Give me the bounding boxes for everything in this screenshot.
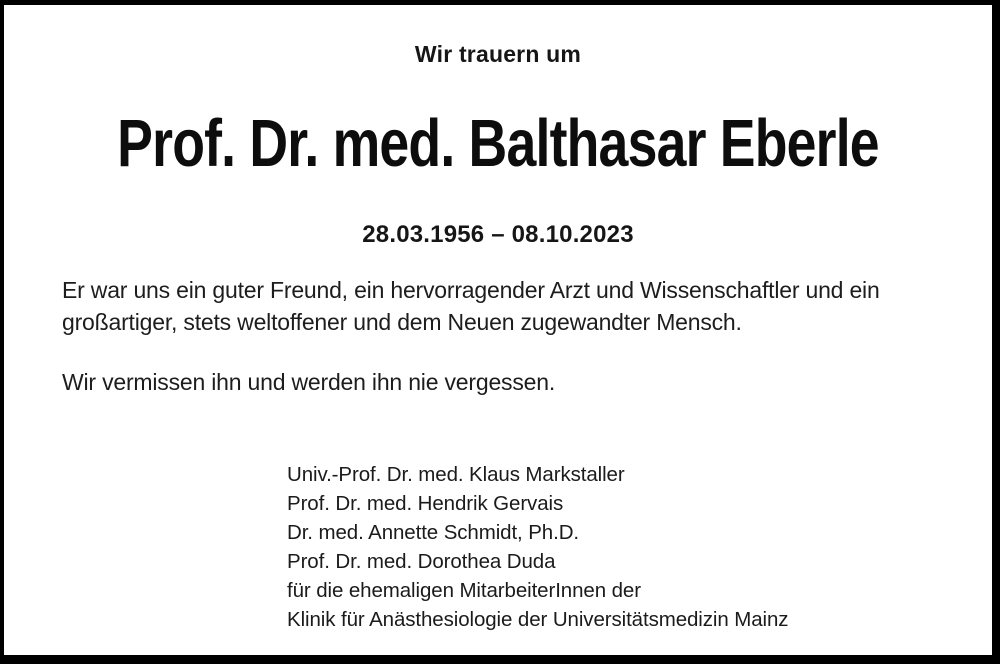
signatory-name: Univ.-Prof. Dr. med. Klaus Markstaller [287,463,625,486]
signatory-name: Prof. Dr. med. Dorothea Duda [287,550,556,573]
signature-closing-line: für die ehemaligen MitarbeiterInnen der [287,579,641,602]
signatory-name: Dr. med. Annette Schmidt, Ph.D. [287,521,580,544]
deceased-name-heading: Prof. Dr. med. Balthasar Eberle [117,106,879,181]
farewell-paragraph: Wir vermissen ihn und werden ihn nie vergessen. [62,369,556,395]
signature-closing-line: Klinik für Anästhesiologie der Universitätsmedizin Mainz [287,608,789,631]
tribute-paragraph: Er war uns ein guter Freund, ein hervorragender Arzt und Wissenschaftler und ein großartiger, stets weltoffener und dem Neuen zugewandter Mensch. [62,277,880,335]
signatory-name: Prof. Dr. med. Hendrik Gervais [287,492,564,515]
birth-death-dates: 28.03.1956 – 08.10.2023 [362,221,634,248]
mourning-intro-text: Wir trauern um [414,41,582,67]
signature-block [287,460,788,634]
